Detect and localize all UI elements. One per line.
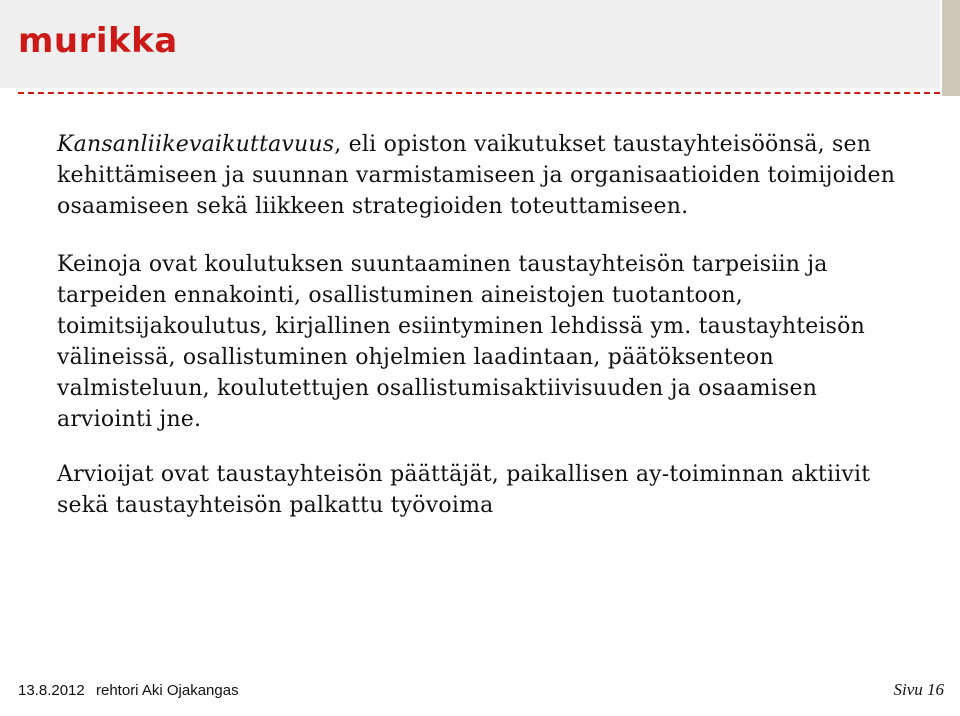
paragraph-1 [57,129,917,222]
footer-author: rehtori Aki Ojakangas [96,682,239,699]
footer-date: 13.8.2012 [18,682,85,699]
page-number: Sivu 16 [893,680,944,699]
paragraph-1-term: Kansanliikevaikuttavuus [57,132,335,157]
paragraph-3: Arvioijat ovat taustayhteisön päättäjät, paikallisen ay-toiminnan aktiivit sekä taustayhteisön palkattu työvoima [57,462,871,518]
header-divider [18,92,940,94]
decorative-side-bar [940,0,960,96]
paragraph-1-text: , eli opiston vaikutukset taustayhteisöönsä, sen kehittämiseen ja suunnan varmistamiseen ja organisaatioiden toimijoiden osaamiseen sekä liikkeen strategioiden toteuttamiseen. [57,132,896,219]
paragraph-2: Keinoja ovat koulutuksen suuntaaminen taustayhteisön tarpeisiin ja tarpeiden ennakointi, osallistuminen aineistojen tuotantoon, toimitsijakoulutus, kirjallinen esiintyminen lehdissä ym. taustayhteisön välineissä, osallistuminen ohjelmien laadintaan, päätöksenteon valmisteluun, koulutettujen osallistumisaktiivisuuden ja osaamisen arviointi jne. [57,252,865,432]
logo: murikka [18,21,178,61]
